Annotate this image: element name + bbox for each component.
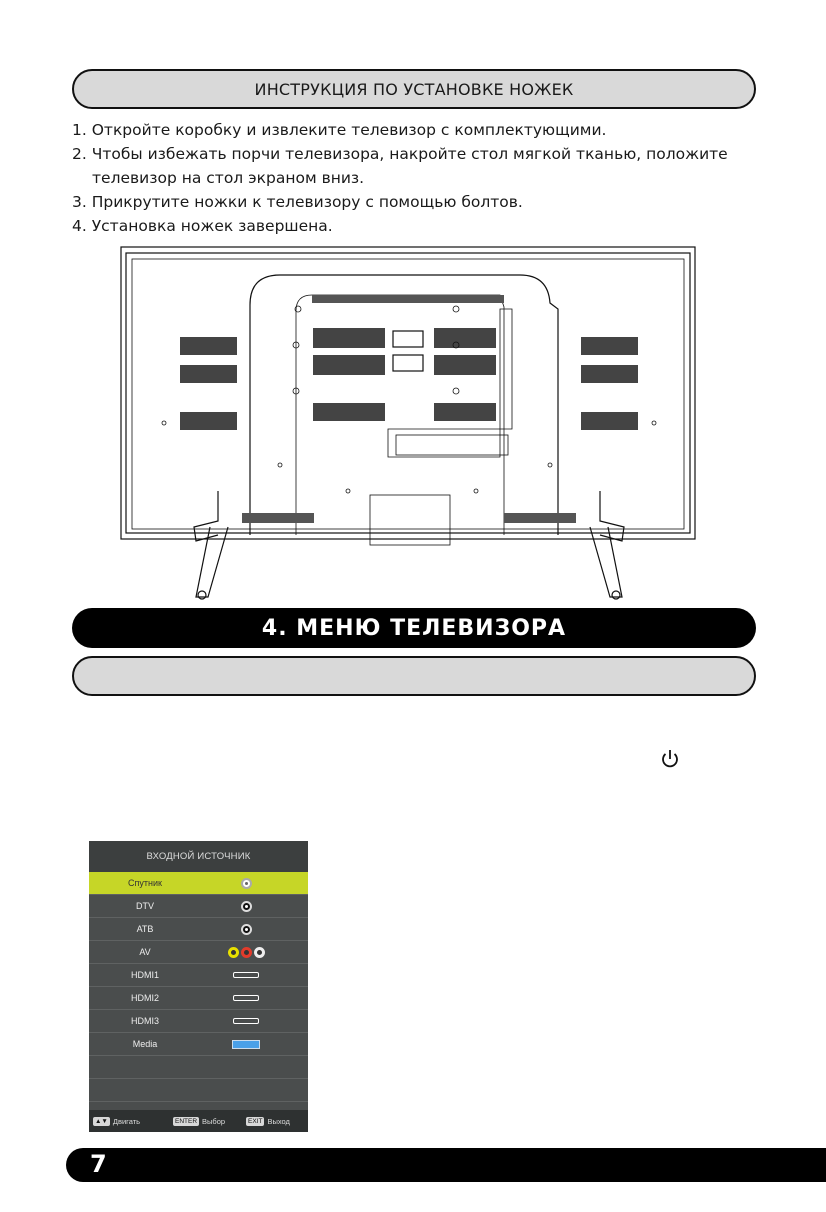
exit-key: EXIT bbox=[248, 1117, 263, 1125]
section-header-empty bbox=[72, 656, 756, 696]
antenna-plug-icon bbox=[221, 895, 271, 917]
step-2: 2. Чтобы избежать порчи телевизора, накройте стол мягкой тканью, положите bbox=[72, 145, 728, 163]
source-item-label: АТВ bbox=[136, 924, 154, 934]
source-item-av[interactable] bbox=[89, 941, 308, 964]
step-4: 4. Установка ножек завершена. bbox=[72, 217, 333, 235]
step-2-continued: телевизор на стол экраном вниз. bbox=[92, 169, 365, 187]
footer-move-hint bbox=[93, 1117, 140, 1126]
source-menu bbox=[89, 841, 308, 1132]
hdmi-port-icon bbox=[221, 1010, 271, 1032]
source-item-label: AV bbox=[139, 947, 151, 957]
footer-enter-hint bbox=[173, 1117, 225, 1126]
source-item-label: HDMI2 bbox=[130, 993, 159, 1003]
source-item-hdmi2[interactable] bbox=[89, 987, 308, 1010]
usb-port-icon bbox=[221, 1033, 271, 1055]
power-icon bbox=[659, 748, 681, 770]
hdmi-port-icon bbox=[221, 964, 271, 986]
rca-jacks-icon bbox=[221, 941, 271, 963]
satellite-icon bbox=[221, 872, 271, 894]
source-item-label: DTV bbox=[136, 901, 154, 911]
footer-move-label: Двигать bbox=[112, 1116, 141, 1126]
step-3: 3. Прикрутите ножки к телевизору с помощью болтов. bbox=[72, 193, 523, 211]
step-1: 1. Откройте коробку и извлеките телевизор с комплектующими. bbox=[72, 121, 607, 139]
footer-enter-label: Выбор bbox=[202, 1116, 226, 1126]
source-item-hdmi1[interactable] bbox=[89, 964, 308, 987]
chapter-title: 4. МЕНЮ ТЕЛЕВИЗОРА bbox=[261, 615, 567, 641]
source-item-dtv[interactable] bbox=[89, 895, 308, 918]
menu-empty-row bbox=[89, 1079, 308, 1102]
source-menu-footer bbox=[89, 1110, 308, 1132]
source-item-atv[interactable] bbox=[89, 918, 308, 941]
footer-exit-hint bbox=[246, 1117, 290, 1126]
page-number: 7 bbox=[90, 1150, 107, 1178]
footer-exit-label: Выход bbox=[267, 1116, 290, 1126]
tv-rear-illustration bbox=[120, 245, 698, 605]
page-footer-bar bbox=[66, 1148, 826, 1182]
source-item-label: HDMI3 bbox=[130, 1016, 159, 1026]
source-item-hdmi3[interactable] bbox=[89, 1010, 308, 1033]
source-item-label: Media bbox=[132, 1039, 158, 1049]
enter-key: ENTER bbox=[175, 1117, 198, 1125]
source-item-label: HDMI1 bbox=[130, 970, 159, 980]
source-item-media[interactable] bbox=[89, 1033, 308, 1056]
install-steps bbox=[72, 118, 772, 238]
source-item-label: Спутник bbox=[128, 878, 162, 888]
chapter-header bbox=[72, 608, 756, 648]
install-section-header bbox=[72, 69, 756, 109]
antenna-plug-icon bbox=[221, 918, 271, 940]
source-item-satellite[interactable] bbox=[89, 872, 308, 895]
install-section-title: ИНСТРУКЦИЯ ПО УСТАНОВКЕ НОЖЕК bbox=[254, 79, 574, 99]
menu-empty-row bbox=[89, 1056, 308, 1079]
hdmi-port-icon bbox=[221, 987, 271, 1009]
up-down-arrows-icon: ▲▼ bbox=[95, 1117, 108, 1125]
source-menu-header: ВХОДНОЙ ИСТОЧНИК bbox=[89, 841, 308, 872]
